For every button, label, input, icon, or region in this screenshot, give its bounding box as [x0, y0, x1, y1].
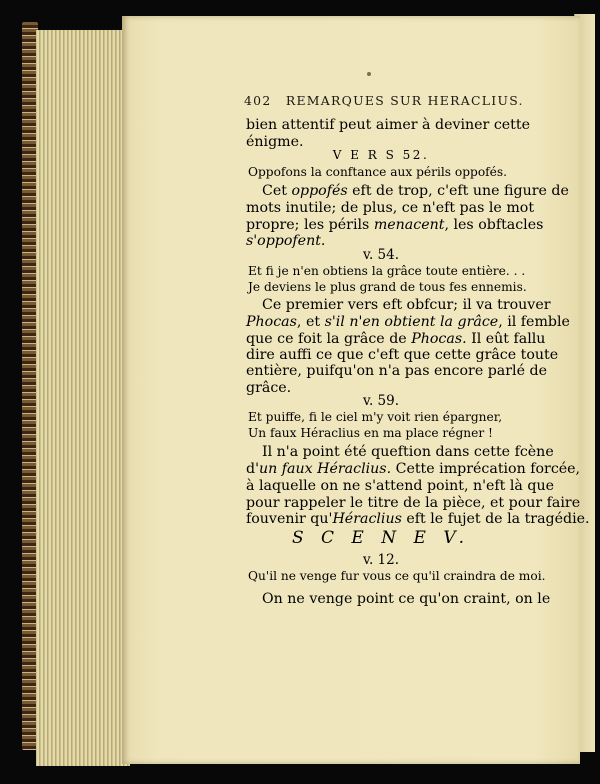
text-line	[248, 279, 527, 296]
text-segment: d'	[246, 461, 259, 477]
text-segment: On ne venge point ce qu'on craint, on le	[262, 591, 551, 607]
text-segment: v. 59.	[362, 393, 400, 409]
text-segment: entière, puifqu'on n'a pas encore parlé de	[246, 363, 547, 379]
text-segment: bien attentif peut aimer à deviner cette	[246, 117, 530, 133]
text-segment: Qu'il ne venge fur vous ce qu'il craindra de moi.	[248, 569, 546, 583]
text-segment: , les obftacles	[444, 217, 544, 233]
text-line	[246, 495, 581, 512]
text-segment: fouvenir qu'	[246, 511, 333, 527]
text-segment: énigme.	[246, 134, 304, 150]
text-line	[262, 591, 551, 608]
text-segment: un faux Héraclius.	[258, 461, 392, 477]
text-segment: eft le fujet de la tragédie.	[401, 511, 590, 527]
running-title: REMARQUES SUR HERACLIUS.	[285, 93, 524, 108]
text-segment: s'il n'en obtient la grâce	[324, 314, 499, 330]
text-segment: à laquelle on ne s'attend point, n'eft là que	[246, 478, 554, 494]
text-segment: Phocas.	[411, 331, 467, 347]
text-line	[248, 263, 525, 280]
text-line	[246, 217, 544, 234]
text-line	[248, 425, 493, 442]
text-segment: eft de trop, c'eft une figure de	[347, 183, 569, 199]
text-segment: V E R S 52.	[332, 148, 430, 162]
text-line	[246, 530, 516, 547]
text-line	[248, 568, 545, 585]
text-segment: mots inutile; de plus, ce n'eft pas le mot	[246, 200, 535, 216]
text-line	[248, 409, 502, 426]
text-line	[246, 331, 546, 348]
text-line	[246, 247, 516, 264]
text-segment: Je deviens le plus grand de tous fes ennemis.	[248, 280, 527, 294]
text-segment: oppofés	[291, 183, 348, 199]
text-line	[246, 363, 547, 380]
text-segment: , il femble	[498, 314, 570, 330]
text-line	[262, 183, 569, 200]
text-segment: v. 54.	[362, 247, 400, 263]
text-line	[246, 393, 516, 410]
text-line	[246, 511, 590, 528]
text-segment: menacent	[373, 217, 445, 233]
running-header	[244, 92, 524, 109]
text-segment: pour rappeler le titre de la pièce, et pour faire	[246, 495, 581, 511]
text-segment: Cette imprécation forcée,	[391, 461, 581, 477]
text-segment: s'oppofent.	[246, 233, 326, 249]
text-segment: v. 12.	[362, 552, 400, 568]
text-line	[246, 314, 570, 331]
text-segment: Oppofons la conftance aux périls oppofés.	[248, 165, 508, 179]
text-segment: Il eût fallu	[466, 331, 546, 347]
text-line	[246, 347, 559, 364]
text-line	[246, 478, 554, 495]
ink-speck	[367, 72, 371, 76]
text-segment: propre; les périls	[246, 217, 374, 233]
text-segment: Il n'a point été queftion dans cette fcène	[262, 444, 554, 460]
text-segment: Ce premier vers eft obfcur; il va trouver	[262, 297, 551, 313]
page-block-edge	[36, 30, 130, 766]
text-line	[246, 552, 516, 569]
text-segment: Et fi je n'en obtiens la grâce toute entière. . .	[248, 264, 526, 278]
text-segment: Phocas	[246, 314, 297, 330]
text-segment: Un faux Héraclius en ma place régner !	[248, 426, 493, 440]
text-line	[248, 164, 507, 181]
text-segment: que ce foit la grâce de	[246, 331, 412, 347]
text-line	[246, 147, 516, 164]
text-line	[246, 117, 530, 134]
text-line	[246, 200, 535, 217]
text-segment: S C E N E V.	[291, 528, 471, 548]
text-line	[246, 461, 581, 478]
text-line	[262, 297, 551, 314]
page-number: 402	[244, 93, 272, 108]
text-line	[262, 444, 554, 461]
text-segment: Cet	[262, 183, 292, 199]
text-segment: , et	[296, 314, 325, 330]
text-segment: Et puiffe, fi le ciel m'y voit rien épargner,	[248, 410, 503, 424]
text-segment: Héraclius	[332, 511, 402, 527]
text-segment: dire auffi ce que c'eft que cette grâce toute	[246, 347, 559, 363]
text-segment: grâce.	[246, 380, 292, 396]
